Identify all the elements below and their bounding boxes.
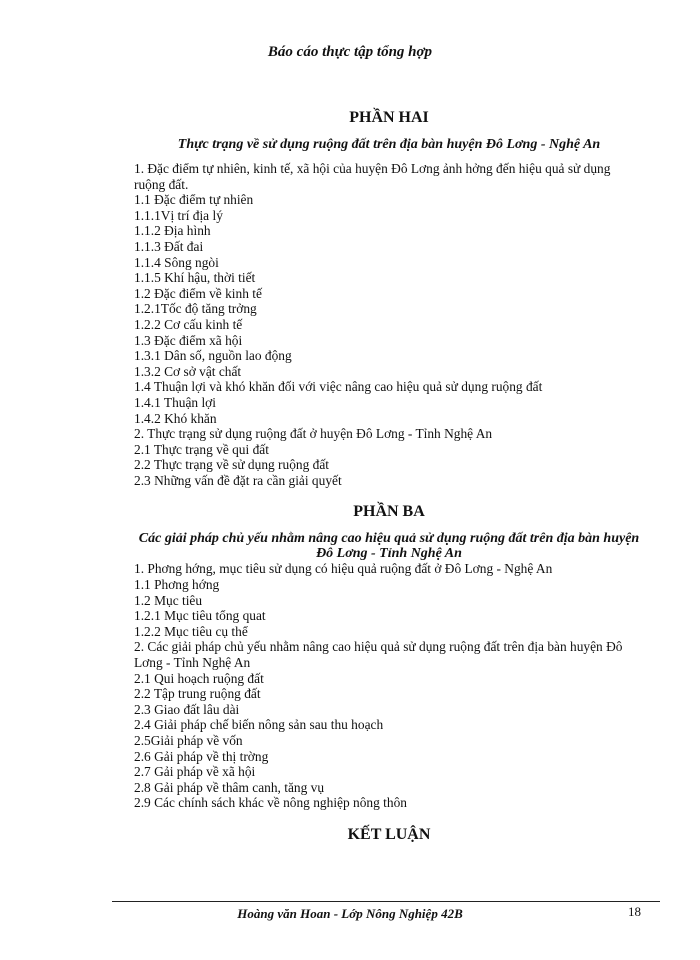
list-item: 2.1 Thực trạng về qui đất: [134, 441, 269, 457]
list-item: 1. Phơng hớng, mục tiêu sử dụng có hiệu quả ruộng đất ở Đô Lơng - Nghệ An: [134, 561, 553, 577]
list-item: 1.3.1 Dân số, nguồn lao động: [134, 348, 292, 364]
footer-author: Hoàng văn Hoan - Lớp Nông Nghiệp 42B: [237, 906, 463, 921]
list-item: 1.2.1Tốc độ tăng trởng: [134, 301, 257, 317]
part-three-subtitle: Các giải pháp chủ yếu nhằm nâng cao hiệu quả sử dụng ruộng đất trên địa bàn huyện Đô Lơng - Tỉnh Nghệ An: [138, 531, 640, 562]
list-item: 1.2.2 Mục tiêu cụ thể: [134, 623, 248, 639]
part-three-title: PHẦN BA: [353, 503, 425, 521]
list-item: 1.3 Đặc điểm xã hội: [134, 332, 243, 348]
list-item: 2. Thực trạng sử dụng ruộng đất ở huyện Đô Lơng - Tỉnh Nghệ An: [134, 426, 493, 442]
list-item: 2.4 Giải pháp chế biến nông sản sau thu hoạch: [134, 717, 384, 733]
list-item: 2. Các giải pháp chủ yếu nhằm nâng cao hiệu quả sử dụng ruộng đất trên địa bàn huyện Đô Lơng - Tỉnh Nghệ An: [134, 639, 623, 671]
list-item: 1.1.3 Đất đai: [134, 238, 204, 254]
list-item: 2.9 Các chính sách khác về nông nghiệp nông thôn: [134, 795, 407, 811]
part-two-title: PHẦN HAI: [349, 109, 429, 126]
part-three-list: [134, 561, 644, 811]
list-item: 1.2 Mục tiêu: [134, 592, 203, 608]
list-item: 2.6 Gải pháp về thị trờng: [134, 748, 269, 764]
list-item: 2.3 Giao đất lâu dài: [134, 701, 240, 717]
list-item: 1.1.2 Địa hình: [134, 223, 211, 239]
list-item: 1.1.5 Khí hậu, thời tiết: [134, 270, 256, 286]
part-two-subtitle: Thực trạng về sử dụng ruộng đất trên địa bàn huyện Đô Lơng - Nghệ An: [177, 137, 601, 152]
list-item: 1.4.1 Thuận lợi: [134, 394, 216, 410]
footer-divider: [112, 901, 660, 902]
list-item: 1.4.2 Khó khăn: [134, 410, 217, 426]
list-item: 1.3.2 Cơ sở vật chất: [134, 363, 242, 379]
list-item: 1.2.1 Mục tiêu tổng quat: [134, 608, 266, 624]
list-item: 1.4 Thuận lợi và khó khăn đối với việc nâng cao hiệu quả sử dụng ruộng đất: [134, 379, 543, 395]
running-header: Báo cáo thực tập tổng hợp: [267, 44, 433, 60]
list-item: 2.2 Thực trạng về sử dụng ruộng đất: [134, 457, 330, 473]
list-item: 2.2 Tập trung ruộng đất: [134, 686, 261, 702]
list-item: 2.5Giải pháp về vốn: [134, 733, 243, 748]
list-item: 2.7 Gải pháp về xã hội: [134, 764, 256, 780]
list-item: 2.8 Gải pháp về thâm canh, tăng vụ: [134, 779, 325, 795]
page-number: 18: [628, 904, 641, 919]
list-item: 1.2.2 Cơ cấu kinh tế: [134, 316, 243, 332]
list-item: 1.1.4 Sông ngòi: [134, 254, 219, 270]
list-item: 1.2 Đặc điểm về kinh tế: [134, 285, 262, 301]
part-two-list: [134, 161, 644, 488]
table-of-contents: [134, 108, 644, 845]
list-item: 1.1 Đặc điểm tự nhiên: [134, 192, 254, 208]
list-item: 2.3 Những vấn đề đặt ra cần giải quyết: [134, 472, 342, 488]
list-item: 1.1.1Vị trí địa lý: [134, 207, 223, 223]
list-item: 1.1 Phơng hớng: [134, 577, 220, 593]
conclusion-title: KẾT LUẬN: [347, 825, 431, 843]
list-item: 1. Đặc điểm tự nhiên, kinh tế, xã hội của huyện Đô Lơng ảnh hởng đến hiệu quả sử dụng ruộng đất.: [134, 161, 611, 192]
list-item: 2.1 Qui hoạch ruộng đất: [134, 670, 264, 686]
